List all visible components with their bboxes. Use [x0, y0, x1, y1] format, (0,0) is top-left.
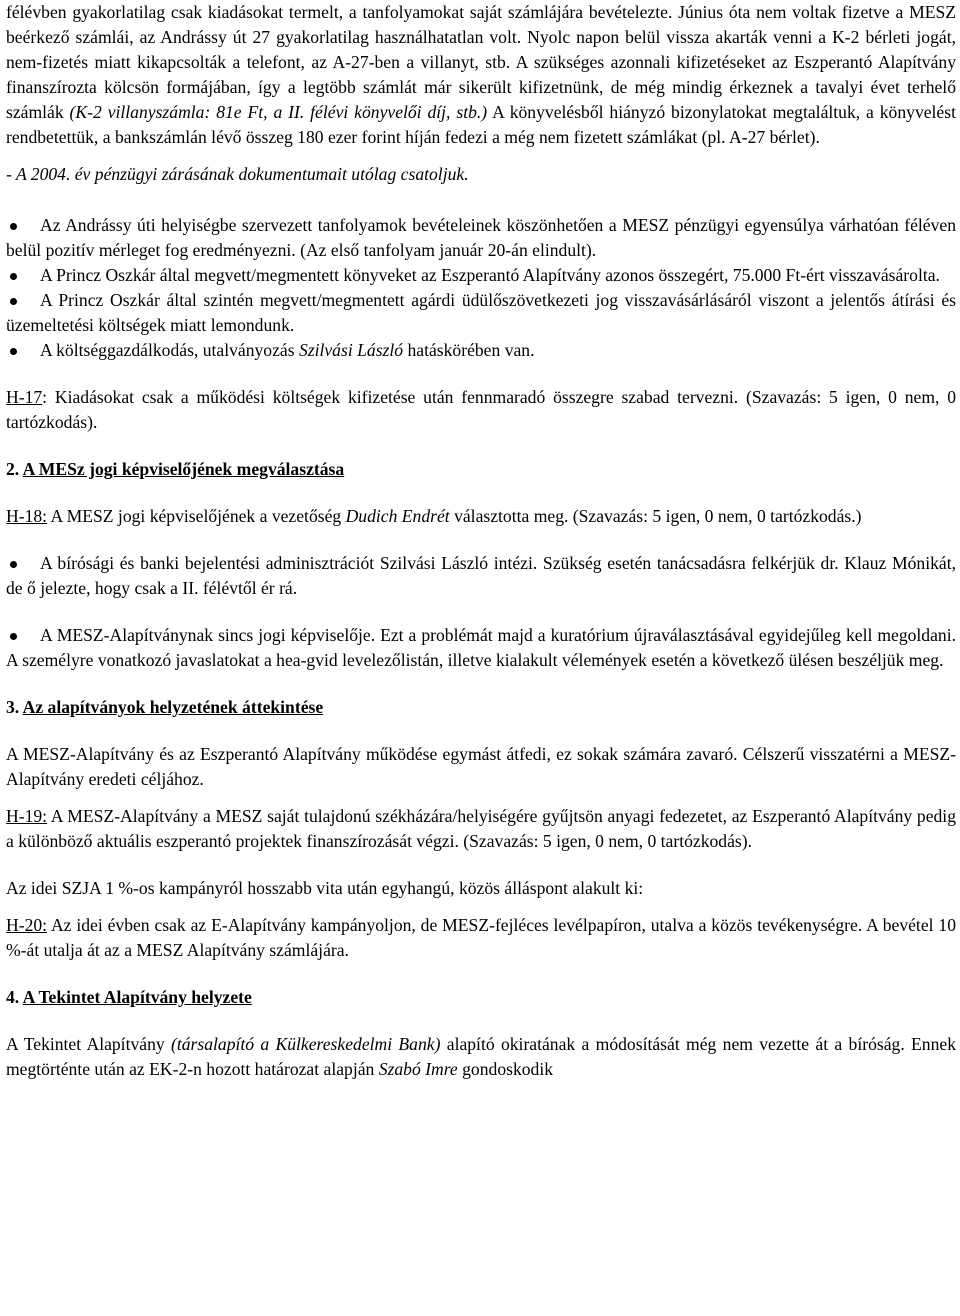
list-item: A Princz Oszkár által szintén megvett/megmentett agárdi üdülőszövetkezeti jog visszavásárlásáról viszont a jelentős átírási és üzemeltetési költségek miatt lemondunk.	[6, 290, 956, 335]
bullet-icon	[10, 273, 17, 280]
szja-paragraph: Az idei SZJA 1 %-os kampányról hosszabb vita után egyhangú, közös álláspont alakult ki:	[6, 878, 644, 898]
list-item: A Princz Oszkár által megvett/megmentett könyveket az Eszperantó Alapítvány azonos összegért, 75.000 Ft-ért visszavásárolta.	[6, 263, 956, 288]
section-heading-3: 3. Az alapítványok helyzetének áttekintése	[6, 697, 324, 717]
foundation-bullet-list	[6, 623, 956, 673]
section-4-paragraph: A Tekintet Alapítvány (társalapító a Külkereskedelmi Bank) alapító okiratának a módosítását még nem vezette át a bíróság. Ennek megtörténte után az EK-2-n hozott határozat alapján Szabó Imre gondoskodik	[6, 1034, 956, 1079]
closing-docs-note: - A 2004. év pénzügyi zárásának dokumentumait utólag csatoljuk.	[6, 164, 469, 184]
bullet-icon	[10, 223, 17, 230]
list-item: A bírósági és banki bejelentési adminisztrációt Szilvási László intézi. Szükség esetén tanácsadásra felkérjük dr. Klauz Mónikát, de ő jelezte, hogy csak a II. félévtől ér rá.	[6, 553, 956, 598]
resolution-h20: H-20: Az idei évben csak az E-Alapítvány kampányoljon, de MESZ-fejléces levélpapíron, utalva a közös tevékenységre. A bevétel 10 %-át utalja át az a MESZ Alapítvány számlájára.	[6, 915, 956, 960]
section-heading-4: 4. A Tekintet Alapítvány helyzete	[6, 987, 252, 1007]
finance-bullet-list	[6, 213, 956, 363]
intro-paragraph: félévben gyakorlatilag csak kiadásokat termelt, a tanfolyamokat saját számlájára bevételezte. Június óta nem voltak fizetve a MESZ beérkező számlái, az Andrássy út 27 gyakorlatilag használhatatlan volt. Nyolc napon belül vissza akarták venni a K-2 bérleti jogát, nem-fizetés miatt kikapcsolták a telefont, az A-27-ben a villanyt, stb. A szükséges azonnali kifizetéseket az Eszperantó Alapítvány finanszírozta kölcsön formájában, így a legtöbb számlát már sikerült kifizetnünk, de még mindig érkeznek a tavalyi évet terhelő számlák (K-2 villanyszámla: 81e Ft, a II. félévi könyvelői díj, stb.) A könyvelésből hiányzó bizonylatokat megtaláltuk, a könyvelést rendbetettük, a bankszámlán lévő összeg 180 ezer forint híján fedezi a még nem fizetett számlákat (pl. A-27 bérlet).	[6, 2, 956, 147]
legal-bullet-list	[6, 551, 956, 601]
list-item: A költséggazdálkodás, utalványozás Szilvási László hatáskörében van.	[6, 338, 956, 363]
bullet-icon	[10, 561, 17, 568]
intro-italic-note: (K-2 villanyszámla: 81e Ft, a II. félévi könyvelői díj, stb.)	[69, 102, 488, 122]
resolution-label: H-19:	[6, 806, 48, 826]
list-item: Az Andrássy úti helyiségbe szervezett tanfolyamok bevételeinek köszönhetően a MESZ pénzügyi egyensúlya várhatóan féléven belül pozitív mérleget fog eredményezni. (Az első tanfolyam január 20-án elindult).	[6, 215, 956, 260]
resolution-h19: H-19: A MESZ-Alapítvány a MESZ saját tulajdonú székházára/helyiségére gyűjtsön anyagi fedezetet, az Eszperantó Alapítvány pedig a különböző aktuális eszperantó projektek finanszírozását végzi. (Szavazás: 5 igen, 0 nem, 0 tartózkodás).	[6, 806, 956, 851]
list-item: A MESZ-Alapítványnak sincs jogi képviselője. Ezt a problémát majd a kuratórium újraválasztásával egyidejűleg kell megoldani. A személyre vonatkozó javaslatokat a hea-gvid levelezőlistán, illetve kialakult vélemények esetén a következő ülésen beszéljük meg.	[6, 625, 956, 670]
bullet-icon	[10, 348, 17, 355]
resolution-label: H-20:	[6, 915, 48, 935]
resolution-h18: H-18: A MESZ jogi képviselőjének a vezetőség Dudich Endrét választotta meg. (Szavazás: 5 igen, 0 nem, 0 tartózkodás.)	[6, 506, 862, 526]
bullet-icon	[10, 633, 17, 640]
resolution-label: H-18:	[6, 506, 48, 526]
resolution-label: H-17	[6, 387, 43, 407]
section-heading-2: 2. A MESz jogi képviselőjének megválasztása	[6, 459, 345, 479]
bullet-icon	[10, 298, 17, 305]
resolution-h17: H-17: Kiadásokat csak a működési költségek kifizetése után fennmaradó összegre szabad tervezni. (Szavazás: 5 igen, 0 nem, 0 tartózkodás).	[6, 387, 956, 432]
section-3-paragraph: A MESZ-Alapítvány és az Eszperantó Alapítvány működése egymást átfedi, ez sokak számára zavaró. Célszerű visszatérni a MESZ-Alapítvány eredeti céljához.	[6, 744, 956, 789]
